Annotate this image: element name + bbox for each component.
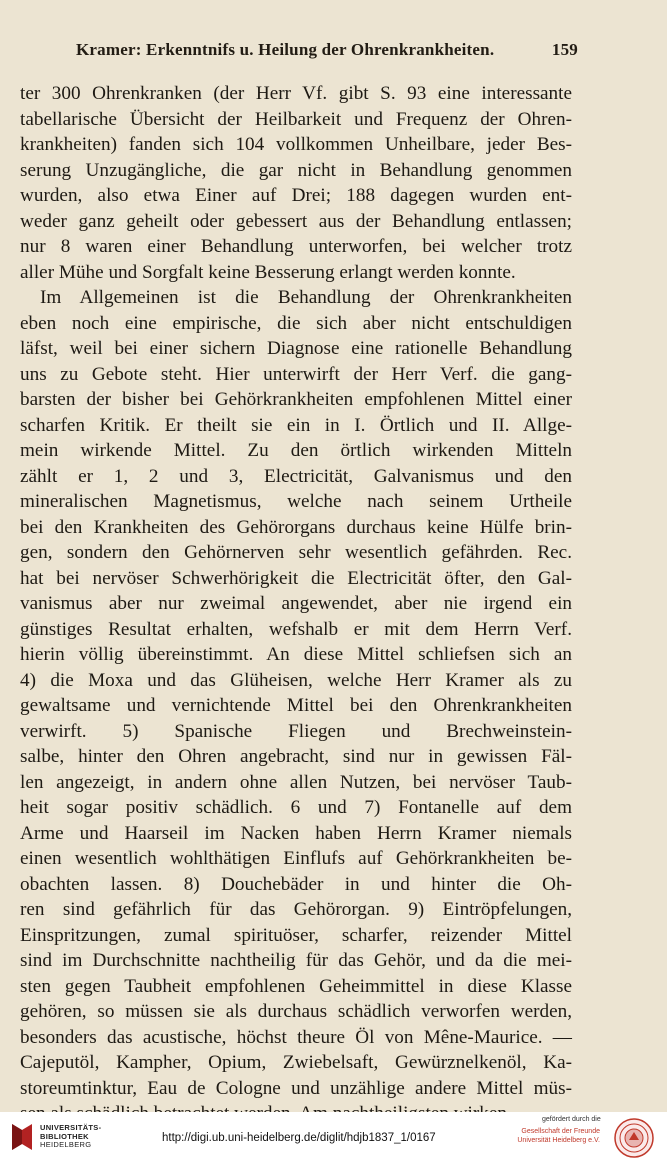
text-line: hierin völlig übereinstimmt. An diese Mittel schliefsen sich an [20, 644, 572, 665]
text-line: besonders das acustische, höchst theure Öl von Mêne-Maurice. — [20, 1026, 572, 1048]
text-line: bei den Krankheiten des Gehörorgans durchaus keine Hülfe brin- [20, 516, 572, 538]
text-line: gehören, so müssen sie als durchaus schädlich verworfen werden, [20, 1001, 572, 1022]
text-line: aller Mühe und Sorgfalt keine Besserung erlangt werden konnte. [20, 261, 516, 283]
text-line: tabellarische Übersicht der Heilbarkeit und Frequenz der Ohren- [20, 108, 572, 130]
text-line: uns zu Gebote steht. Hier unterwirft der Herr Verf. die gang- [20, 363, 572, 385]
library-name[interactable] [40, 1124, 101, 1150]
text-line: mineralischen Magnetismus, welche nach seinem Urtheile [20, 491, 572, 512]
text-line: ren sind gefährlich für das Gehörorgan. 9) Eintröpfelungen, [20, 899, 572, 920]
text-line: barsten der bisher bei Gehörkrankheiten empfohlenen Mittel einer [20, 389, 572, 410]
text-line: mein wirkende Mittel. Zu den örtlich wirkenden Mitteln [20, 440, 572, 461]
text-line: sind im Durchschnitte nachtheilig für das Gehör, und da die mei- [20, 950, 572, 971]
text-line: günstiges Resultat erhalten, wefshalb er mit dem Herrn Verf. [20, 618, 572, 640]
text-line: salbe, hinter den Ohren angebracht, sind nur in gewissen Fäl- [20, 746, 572, 767]
funded-by-label: gefördert durch die [542, 1116, 601, 1123]
library-name-line: HEIDELBERG [40, 1140, 92, 1149]
page-header [58, 40, 578, 64]
text-line: einen wesentlich wohlthätigen Einflufs auf Gehörkrankheiten be- [20, 848, 572, 869]
text-line: obachten lassen. 8) Douchebäder in und hinter die Oh- [20, 873, 572, 895]
text-line: hat bei nervöser Schwerhörigkeit die Electricität öfter, den Gal- [20, 567, 572, 589]
library-name-line: BIBLIOTHEK [40, 1131, 89, 1141]
text-line: len angezeigt, in andern ohne allen Nutzen, bei nervöser Taub- [20, 771, 572, 793]
text-line: vanismus aber nur zweimal angewendet, aber nie irgend ein [20, 593, 572, 614]
running-title: Kramer: Erkenntnifs u. Heilung der Ohrenkrankheiten. [76, 40, 495, 59]
text-line: krankheiten) fanden sich 104 vollkommen Unheilbare, jeder Bes- [20, 134, 572, 155]
page-number: 159 [551, 40, 578, 59]
viewer-footer [0, 1112, 667, 1164]
text-line: serung Unzugängliche, die gar nicht in Behandlung genommen [20, 159, 572, 181]
text-line: Im Allgemeinen ist die Behandlung der Ohrenkrankheiten [40, 287, 572, 308]
society-name[interactable] [516, 1128, 600, 1145]
text-line: verwirft. 5) Spanische Fliegen und Brechweinstein- [20, 720, 572, 742]
body-text [20, 81, 572, 1127]
text-line: scharfen Kritik. Er theilt sie ein in I. Örtlich und II. Allge- [20, 414, 572, 436]
text-line: heit sogar positiv schädlich. 6 und 7) Fontanelle auf dem [20, 797, 572, 818]
text-line: weder ganz geheilt oder gebessert aus der Behandlung entlassen; [20, 210, 572, 232]
text-line: ter 300 Ohrenkranken (der Herr Vf. gibt S. 93 eine interessante [20, 83, 572, 104]
text-line: läfst, weil bei einer sichern Diagnose eine rationelle Behandlung [20, 338, 572, 359]
text-line: gewaltsame und vernichtende Mittel bei den Ohrenkrankheiten [20, 695, 572, 716]
university-seal-icon[interactable] [614, 1118, 654, 1158]
permalink-url[interactable]: http://digi.ub.uni-heidelberg.de/diglit/hdjb1837_1/0167 [162, 1132, 436, 1144]
text-line: nur 8 waren einer Behandlung unterworfen, bei welcher trotz [20, 236, 572, 257]
text-line: wurden, also etwa Einer auf Drei; 188 dagegen wurden ent- [20, 185, 572, 206]
text-line: zählt er 1, 2 und 3, Electricität, Galvanismus und den [20, 465, 572, 487]
text-line: 4) die Moxa und das Glüheisen, welche Herr Kramer als zu [20, 669, 572, 691]
society-name-line: Universität Heidelberg e.V. [517, 1136, 600, 1144]
text-line: sten gegen Taubheit empfohlenen Geheimmittel in diese Klasse [20, 975, 572, 997]
ub-heidelberg-logo-icon[interactable] [8, 1120, 36, 1156]
text-line: Cajeputöl, Kampher, Opium, Zwiebelsaft, Gewürznelkenöl, Ka- [20, 1052, 572, 1073]
society-name-line: Gesellschaft der Freunde [521, 1128, 600, 1135]
text-line: eben noch eine empirische, die sich aber nicht entschuldigen [20, 312, 572, 334]
text-line: Arme und Haarseil im Nacken haben Herrn Kramer niemals [20, 822, 572, 844]
library-name-line: UNIVERSITÄTS- [40, 1123, 102, 1132]
text-line: storeumtinktur, Eau de Cologne und unzählige andere Mittel müs- [20, 1077, 572, 1099]
text-line: gen, sondern den Gehörnerven sehr wesentlich gefährden. Rec. [20, 542, 572, 563]
text-line: Einspritzungen, zumal spirituöser, scharfer, reizender Mittel [20, 924, 572, 946]
